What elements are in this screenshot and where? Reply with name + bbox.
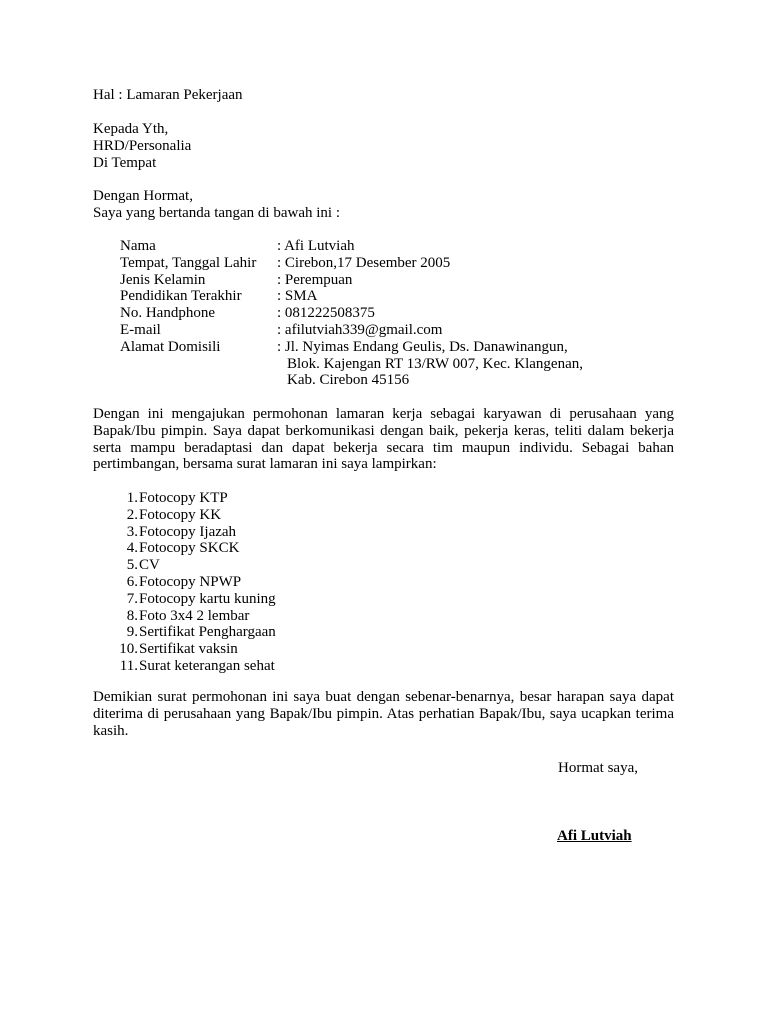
birth-value: : Cirebon,17 Desember 2005 bbox=[277, 254, 451, 271]
recipient-block bbox=[93, 121, 674, 171]
list-text: CV bbox=[139, 557, 160, 574]
list-item bbox=[113, 540, 513, 557]
identity-row-education bbox=[120, 288, 680, 305]
subject-line bbox=[93, 87, 674, 104]
list-item bbox=[113, 557, 513, 574]
list-text: Sertifikat Penghargaan bbox=[139, 624, 276, 641]
list-number: 1. bbox=[126, 490, 138, 506]
list-number: 10. bbox=[119, 641, 138, 658]
name-value: : Afi Lutviah bbox=[277, 238, 355, 254]
attachment-list bbox=[113, 490, 513, 675]
education-value: : SMA bbox=[277, 288, 318, 305]
application-paragraph: Dengan ini mengajukan permohonan lamaran kerja sebagai karyawan di perusahaan yang Bapak/Ibu pimpin. Saya dapat berkomunikasi dengan baik, pekerja keras, teliti dalam bekerja serta mampu beradaptasi dan dapat bekerja secara tim maupun individu. Sebagai bahan pertimbangan, bersama surat lamaran ini saya lampirkan: bbox=[93, 406, 674, 473]
list-text: Fotocopy SKCK bbox=[139, 540, 240, 557]
recipient-line-3: Di Tempat bbox=[93, 154, 157, 171]
closing-salutation: Hormat saya, bbox=[558, 760, 638, 776]
list-item bbox=[113, 507, 513, 524]
list-number: 9. bbox=[126, 624, 138, 641]
name-label: Nama bbox=[120, 238, 156, 254]
email-label: E-mail bbox=[120, 321, 161, 338]
greeting-text: Dengan Hormat, bbox=[93, 188, 193, 204]
list-item bbox=[113, 490, 513, 507]
identity-table bbox=[120, 238, 680, 389]
list-item bbox=[113, 658, 513, 675]
identity-row-email bbox=[120, 322, 680, 339]
phone-label: No. Handphone bbox=[120, 305, 215, 322]
subject-text: Hal : Lamaran Pekerjaan bbox=[93, 87, 243, 103]
phone-value: : 081222508375 bbox=[277, 305, 375, 322]
identity-row-gender bbox=[120, 272, 680, 289]
list-item bbox=[113, 641, 513, 658]
gender-value: : Perempuan bbox=[277, 271, 353, 288]
list-item bbox=[113, 624, 513, 641]
education-label: Pendidikan Terakhir bbox=[120, 288, 242, 305]
list-item bbox=[113, 591, 513, 608]
recipient-line-2: HRD/Personalia bbox=[93, 137, 192, 154]
list-text: Fotocopy KTP bbox=[139, 490, 228, 506]
signature-name: Afi Lutviah bbox=[557, 828, 632, 844]
address-line-1: : Jl. Nyimas Endang Geulis, Ds. Danawinangun, bbox=[277, 338, 568, 355]
gender-label: Jenis Kelamin bbox=[120, 271, 206, 288]
list-text: Fotocopy NPWP bbox=[139, 573, 242, 590]
list-number: 7. bbox=[126, 590, 138, 607]
list-item bbox=[113, 524, 513, 541]
list-text: Fotocopy Ijazah bbox=[139, 523, 237, 540]
list-text: Fotocopy kartu kuning bbox=[139, 590, 276, 607]
list-number: 2. bbox=[126, 506, 138, 523]
list-text: Fotocopy KK bbox=[139, 506, 222, 523]
list-number: 3. bbox=[126, 523, 138, 540]
address-label: Alamat Domisili bbox=[120, 338, 221, 355]
list-item bbox=[113, 574, 513, 591]
address-line-2: Blok. Kajengan RT 13/RW 007, Kec. Klangenan, bbox=[287, 355, 583, 372]
list-item bbox=[113, 608, 513, 625]
list-number: 6. bbox=[126, 573, 138, 590]
birth-label: Tempat, Tanggal Lahir bbox=[120, 254, 257, 271]
address-line-3: Kab. Cirebon 45156 bbox=[287, 372, 410, 389]
closing-paragraph: Demikian surat permohonan ini saya buat dengan sebenar-benarnya, besar harapan saya dapat diterima di perusahaan yang Bapak/Ibu pimpin. Atas perhatian Bapak/Ibu, saya ucapkan terima kasih. bbox=[93, 689, 674, 739]
list-text: Foto 3x4 2 lembar bbox=[139, 607, 250, 624]
list-text: Sertifikat vaksin bbox=[139, 641, 238, 658]
identity-row-phone bbox=[120, 305, 680, 322]
list-number: 8. bbox=[126, 607, 138, 624]
identity-row-address bbox=[120, 339, 680, 389]
list-text: Surat keterangan sehat bbox=[139, 657, 275, 674]
address-value bbox=[277, 339, 680, 389]
list-number: 11. bbox=[119, 657, 138, 674]
identity-row-name bbox=[120, 238, 680, 255]
email-value: : afilutviah339@gmail.com bbox=[277, 321, 443, 338]
list-number: 5. bbox=[126, 557, 138, 574]
list-number: 4. bbox=[126, 540, 138, 557]
greeting-block bbox=[93, 188, 674, 222]
recipient-line-1: Kepada Yth, bbox=[93, 121, 169, 137]
identity-row-birth bbox=[120, 255, 680, 272]
intro-text: Saya yang bertanda tangan di bawah ini : bbox=[93, 204, 341, 221]
